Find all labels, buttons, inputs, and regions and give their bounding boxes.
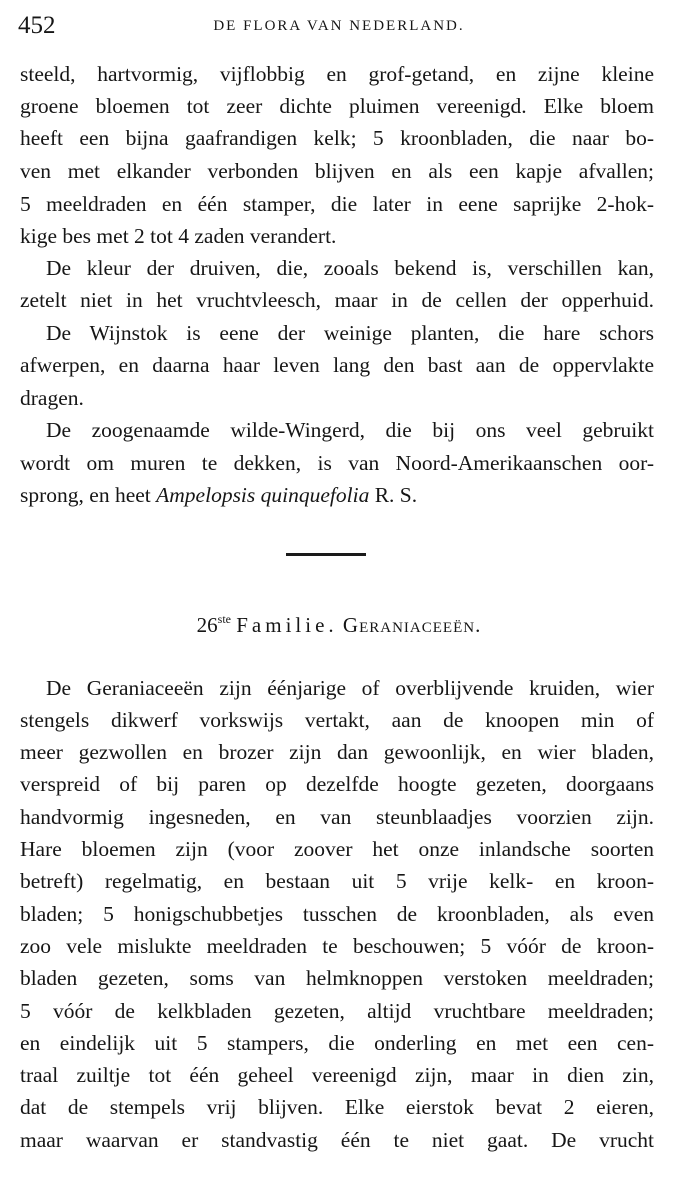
text-fragment: sprong, en heet — [20, 483, 151, 507]
text-line: 5 meeldraden en één stamper, die later in eene saprijke 2-hok- — [20, 192, 654, 216]
text-line: handvormig ingesneden, en van steunblaadjes voorzien zijn. — [20, 805, 654, 829]
text-line: De Wijnstok is eene der weinige planten, die hare schors — [46, 321, 654, 345]
text-line: dat de stempels vrij blijven. Elke eierstok bevat 2 eieren, — [20, 1095, 654, 1119]
text-line: dragen. — [20, 386, 84, 410]
species-name: Ampelopsis quinquefolia — [156, 483, 370, 507]
text-line: steeld, hartvormig, vijflobbig en grof-getand, en zijne kleine — [20, 62, 654, 86]
text-line: meer gezwollen en brozer zijn dan gewoonlijk, en wier bladen, — [20, 740, 654, 764]
text-line: en eindelijk uit 5 stampers, die onderling en met een cen- — [20, 1031, 654, 1055]
family-number: 26 — [196, 613, 218, 637]
family-heading — [0, 612, 678, 638]
text-line: betreft) regelmatig, en bestaan uit 5 vrije kelk- en kroon- — [20, 869, 654, 893]
text-line: heeft een bijna gaafrandigen kelk; 5 kroonbladen, die naar bo- — [20, 126, 654, 150]
text-line: afwerpen, en daarna haar leven lang den bast aan de oppervlakte — [20, 353, 654, 377]
text-line: groene bloemen tot zeer dichte pluimen vereenigd. Elke bloem — [20, 94, 654, 118]
family-number-suffix: ste — [217, 612, 231, 626]
text-line: bladen gezeten, soms van helmknoppen verstoken meeldraden; — [20, 966, 654, 990]
text-line: De zoogenaamde wilde-Wingerd, die bij ons veel gebruikt — [46, 418, 654, 442]
page-number: 452 — [18, 12, 56, 39]
text-line: De Geraniaceeën zijn éénjarige of overblijvende kruiden, wier — [46, 676, 654, 700]
text-line: stengels dikwerf vorkswijs vertakt, aan de knoopen min of — [20, 708, 654, 732]
text-line: bladen; 5 honigschubbetjes tusschen de kroonbladen, als even — [20, 902, 654, 926]
author-abbreviation: R. S. — [374, 483, 418, 507]
text-line: ven met elkander verbonden blijven en als een kapje afvallen; — [20, 159, 654, 183]
text-line: kige bes met 2 tot 4 zaden verandert. — [20, 224, 337, 248]
page-header — [18, 12, 660, 42]
text-line: verspreid of bij paren op dezelfde hoogte gezeten, doorgaans — [20, 772, 654, 796]
text-line: wordt om muren te dekken, is van Noord-Amerikaanschen oor- — [20, 451, 654, 475]
text-line: traal zuiltje tot één geheel vereenigd zijn, maar in dien zin, — [20, 1063, 654, 1087]
text-line: Hare bloemen zijn (voor zoover het onze inlandsche soorten — [20, 837, 654, 861]
text-line: 5 vóór de kelkbladen gezeten, altijd vruchtbare meeldraden; — [20, 999, 654, 1023]
text-line: zetelt niet in het vruchtvleesch, maar in de cellen der opperhuid. — [20, 288, 654, 312]
section-divider — [286, 553, 366, 556]
running-title: DE FLORA VAN NEDERLAND. — [213, 18, 465, 34]
family-name: Geraniaceeën. — [342, 613, 482, 637]
text-line: zoo vele mislukte meeldraden te beschouwen; 5 vóór de kroon- — [20, 934, 654, 958]
text-line: maar waarvan er standvastig één te niet gaat. De vrucht — [20, 1128, 654, 1152]
text-line-with-species — [20, 483, 654, 508]
family-word: Familie. — [236, 613, 338, 637]
text-line: De kleur der druiven, die, zooals bekend is, verschillen kan, — [46, 256, 654, 280]
